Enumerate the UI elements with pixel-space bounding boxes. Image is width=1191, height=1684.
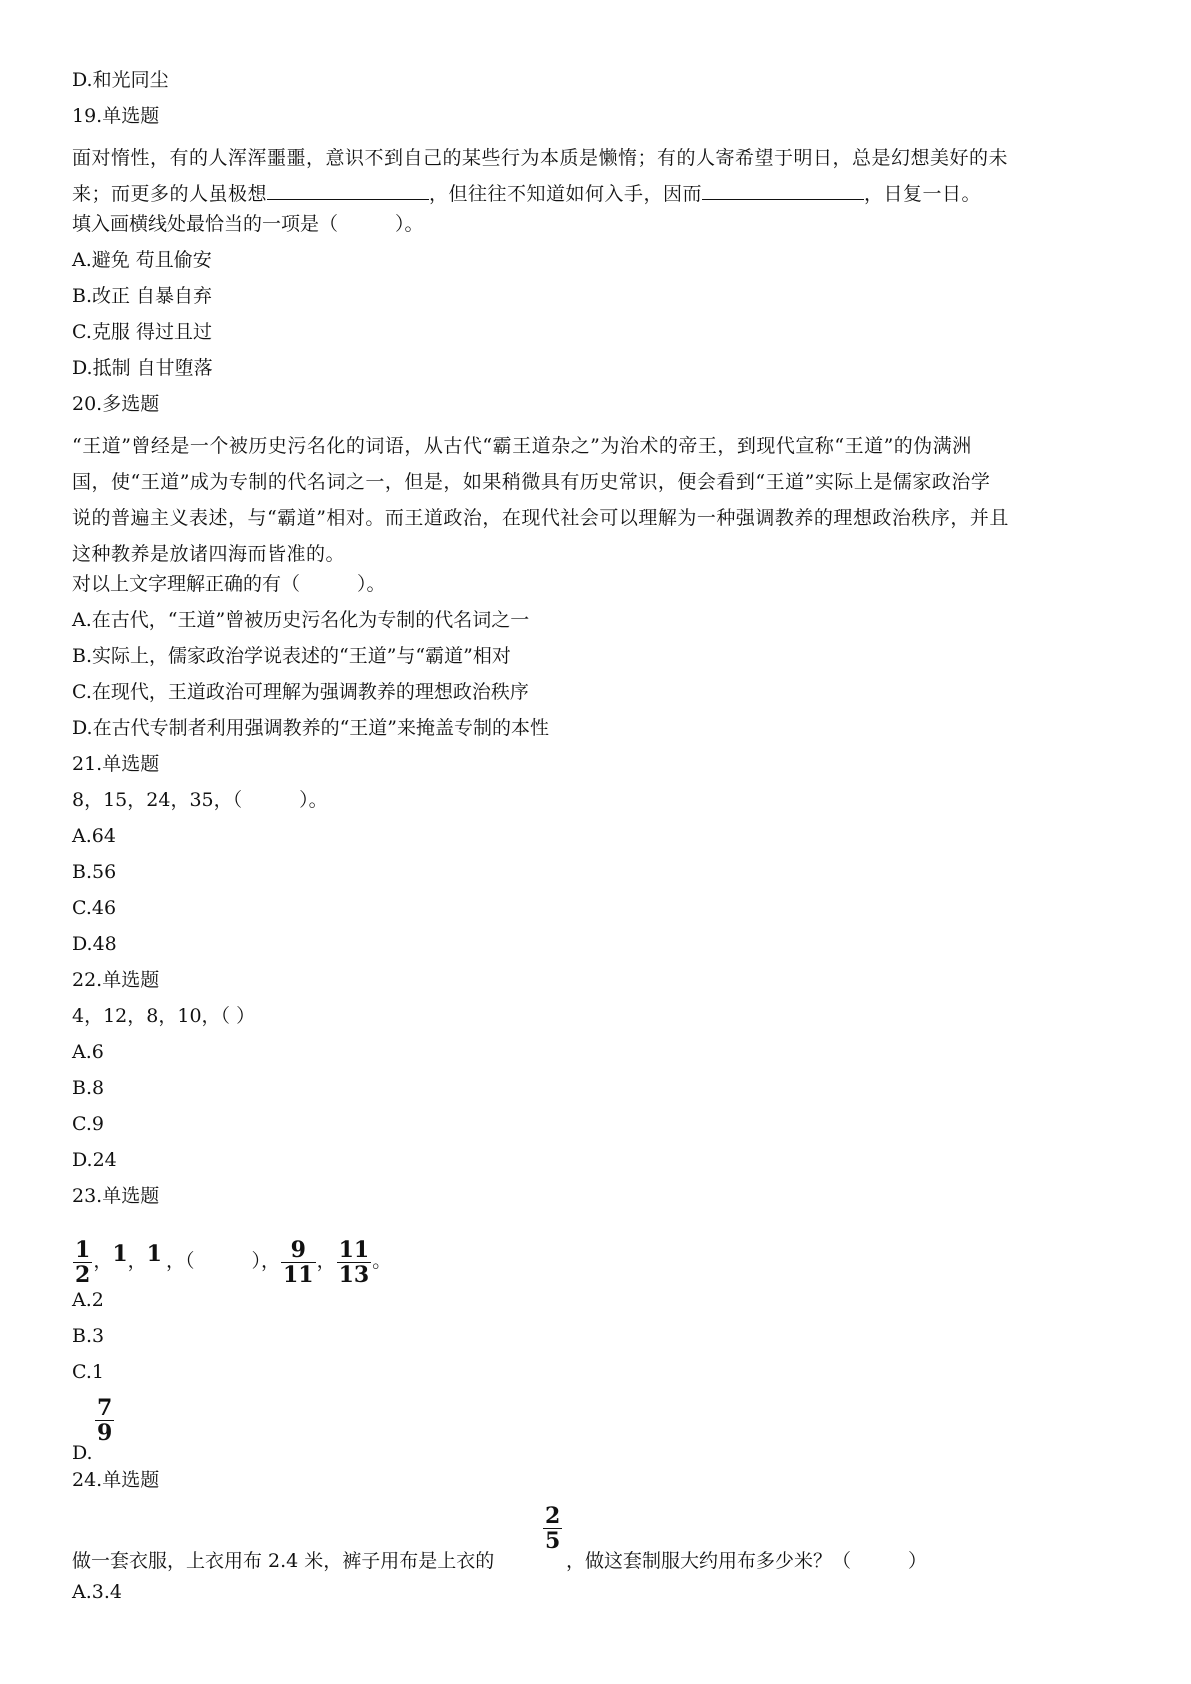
- q23-option-d-fraction: [95, 1396, 114, 1445]
- q20-option-b: B.实际上，儒家政治学说表述的“王道”与“霸道”相对: [72, 645, 511, 667]
- q23-option-a: A.2: [72, 1289, 104, 1311]
- q20-passage-line3: 说的普遍主义表述，与“霸道”相对。而王道政治，在现代社会可以理解为一种强调教养的理想政治秩序，并且: [72, 507, 1009, 529]
- q21-option-b: B.56: [72, 861, 117, 883]
- q21-header: 21.单选题: [72, 753, 160, 775]
- q19-option-d: D.抵制 自甘堕落: [72, 357, 213, 379]
- q23-fraction-4: [281, 1238, 316, 1287]
- q23-option-d-denominator: 9: [97, 1420, 113, 1446]
- q20-passage-line1: “王道”曾经是一个被历史污名化的词语，从古代“霸王道杂之”为治术的帝王，到现代宣称“王道”的伪满洲: [72, 435, 972, 457]
- q23-fraction-1-numerator: 1: [75, 1236, 91, 1263]
- q24-stem-part1: 做一套衣服，上衣用布 2.4 米，裤子用布是上衣的: [72, 1550, 495, 1572]
- q20-passage: [72, 428, 1118, 572]
- q19-option-b: B.改正 自暴自弃: [72, 285, 213, 307]
- q23-option-d-numerator: 7: [97, 1395, 113, 1421]
- q22-stem: 4，12，8，10，（ ）: [72, 1005, 256, 1027]
- q23-option-d: [72, 1396, 1122, 1468]
- q24-header: 24.单选题: [72, 1469, 160, 1491]
- exam-page: [72, 68, 1122, 1616]
- q20-passage-line4: 这种教养是放诸四海而皆准的。: [72, 543, 346, 565]
- q19-stem: [72, 140, 1118, 212]
- q24-stem: [72, 1504, 1122, 1580]
- q21-option-a: A.64: [72, 825, 116, 847]
- q23-term-3: 1: [146, 1241, 162, 1267]
- q20-option-c: C.在现代，王道政治可理解为强调教养的理想政治秩序: [72, 681, 529, 703]
- q23-fraction-4-denominator: 11: [282, 1261, 314, 1288]
- q19-stem-line2c: ，日复一日。: [864, 183, 982, 205]
- q23-fraction-1: [73, 1238, 92, 1287]
- q19-stem-line2a: 来；而更多的人虽极想: [72, 183, 268, 205]
- q19-blank-1: [267, 181, 429, 200]
- q23-fraction-4-numerator: 9: [290, 1236, 306, 1263]
- q23-separator: ，: [127, 1250, 147, 1272]
- q23-period: 。: [372, 1250, 392, 1272]
- q24-fraction-numerator: 2: [545, 1503, 561, 1529]
- q22-header: 22.单选题: [72, 969, 160, 991]
- q23-option-d-label: D.: [72, 1442, 93, 1464]
- q22-option-a: A.6: [72, 1041, 104, 1063]
- q21-stem: 8，15，24，35，（ ）。: [72, 789, 328, 811]
- q18-option-d: D.和光同尘: [72, 69, 169, 91]
- q19-stem-line2b: ，但往往不知道如何入手，因而: [429, 183, 703, 205]
- q24-option-a: A.3.4: [72, 1581, 122, 1603]
- q23-blank: ，（ ），: [165, 1250, 280, 1272]
- q20-passage-line2: 国，使“王道”成为专制的代名词之一，但是，如果稍微具有历史常识，便会看到“王道”实际上是儒家政治学: [72, 471, 991, 493]
- q23-fraction-1-denominator: 2: [75, 1261, 91, 1288]
- q22-option-c: C.9: [72, 1113, 104, 1135]
- q23-term-2: 1: [112, 1241, 128, 1267]
- q19-blank-2: [702, 181, 864, 200]
- q23-separator: ，: [93, 1250, 113, 1272]
- q20-option-d: D.在古代专制者利用强调教养的“王道”来掩盖专制的本性: [72, 717, 550, 739]
- q23-option-c: C.1: [72, 1361, 104, 1383]
- q19-option-c: C.克服 得过且过: [72, 321, 212, 343]
- q23-fraction-5-numerator: 11: [338, 1236, 370, 1263]
- q23-option-b: B.3: [72, 1325, 105, 1347]
- q24-stem-part2: ，做这套制服大约用布多少米？（ ）: [566, 1550, 928, 1572]
- q24-fraction: [543, 1504, 562, 1553]
- q19-option-a: A.避免 苟且偷安: [72, 249, 212, 271]
- q21-option-d: D.48: [72, 933, 117, 955]
- q20-option-a: A.在古代，“王道”曾被历史污名化为专制的代名词之一: [72, 609, 530, 631]
- q22-option-d: D.24: [72, 1149, 117, 1171]
- q19-prompt: 填入画横线处最恰当的一项是（ ）。: [72, 213, 424, 235]
- q23-fraction-5-denominator: 13: [338, 1261, 370, 1288]
- q20-header: 20.多选题: [72, 393, 160, 415]
- q20-prompt: 对以上文字理解正确的有（ ）。: [72, 573, 386, 595]
- q22-option-b: B.8: [72, 1077, 105, 1099]
- q19-header: 19.单选题: [72, 105, 160, 127]
- q19-stem-line1: 面对惰性，有的人浑浑噩噩，意识不到自己的某些行为本质是懒惰；有的人寄希望于明日，总是幻想美好的未: [72, 147, 1009, 169]
- q23-stem: [72, 1220, 1122, 1288]
- q23-separator: ，: [316, 1250, 336, 1272]
- q21-option-c: C.46: [72, 897, 117, 919]
- q23-header: 23.单选题: [72, 1185, 160, 1207]
- q24-fraction-denominator: 5: [545, 1528, 561, 1554]
- q23-fraction-5: [337, 1238, 372, 1287]
